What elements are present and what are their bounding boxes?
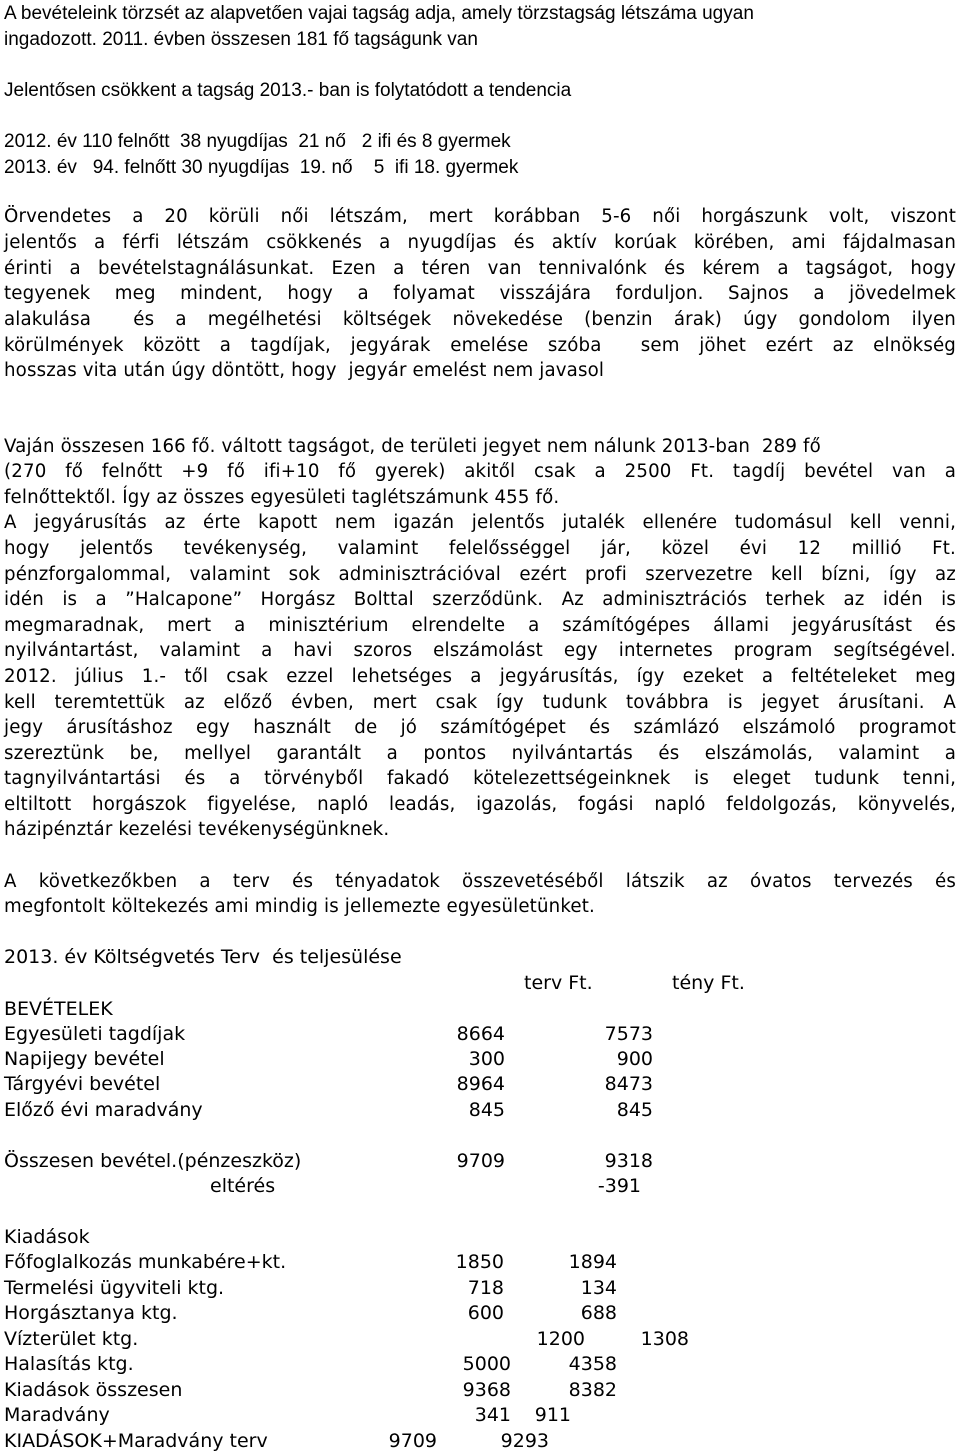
paragraph-line: felnőttektől. Így az összes egyesületi taglétszámunk 455 fő. [4,487,560,508]
paragraph-line: (270 fő felnőtt +9 fő ifi+10 fő gyerek) akitől csak a 2500 Ft. tagdíj bevétel van a [4,461,956,482]
paragraph-line: A jegyárusítás az érte kapott nem igazán jelentős jutalék ellenére tudomásul kell venni, [4,512,956,533]
plan-value: 341 [474,1404,511,1426]
paragraph-line: megfontolt költekezés ami mindig is jellemezte egyesületünket. [4,896,595,917]
column-header-actual: tény Ft. [672,972,745,994]
difference-value: -391 [597,1175,641,1197]
row-label: KIADÁSOK+Maradvány terv [4,1430,268,1452]
paragraph-line: idén is a ”Halcapone” Horgász Bolttal szerződünk. Az adminisztrációs terhek az idén is [4,589,956,610]
plan-value: 9709 [456,1150,505,1172]
plan-value: 1850 [455,1251,504,1273]
actual-value: 900 [616,1048,653,1070]
paragraph-line: megmaradnak, mert a minisztérium elrendelte a számítógépes állami jegyárusítást és [4,615,956,636]
intro-line: A bevételeink törzsét az alapvetően vajai tagság adja, amely törzstagság létszáma ugyan [4,3,754,24]
income-heading: BEVÉTELEK [4,998,113,1020]
plan-value: 5000 [462,1353,511,1375]
actual-value: 911 [534,1404,571,1426]
row-label: Egyesületi tagdíjak [4,1023,186,1045]
plan-value: 300 [468,1048,505,1070]
column-header-plan: terv Ft. [524,972,593,994]
intro-line: ingadozott. 2011. évben összesen 181 fő tagságunk van [4,29,478,50]
actual-value: 9318 [604,1150,653,1172]
plan-value: 8664 [456,1023,505,1045]
plan-value: 1200 [536,1328,585,1350]
paragraph-line: nyilvántartást, valamint a havi szoros elszámolást egy internetes program segítségével. [4,640,956,661]
actual-value: 8382 [568,1379,617,1401]
paragraph-line: házipénztár kezelési tevékenységünknek. [4,819,390,840]
paragraph-line: alakulása és a megélhetési költségek növekedése (benzin árak) úgy gondolom ilyen [4,309,956,330]
row-label: Összesen bevétel.(pénzeszköz) [4,1150,302,1172]
row-label: Napijegy bevétel [4,1048,165,1070]
plan-value: 9368 [462,1379,511,1401]
paragraph-line: jegy árusításhoz egy használt de jó számítógépet és számlázó elszámoló programot [4,717,956,738]
row-label: Előző évi maradvány [4,1099,203,1121]
row-label: Tárgyévi bevétel [4,1073,161,1095]
row-label: Kiadások összesen [4,1379,183,1401]
actual-value: 1308 [640,1328,689,1350]
intro-line: Jelentősen csökkent a tagság 2013.- ban is folytatódott a tendencia [4,80,572,101]
actual-value: 4358 [568,1353,617,1375]
paragraph-line: eltiltott horgászok figyelése, napló leadás, igazolás, fogási napló feldolgozás, könyvelés, [4,794,956,815]
paragraph-line: Vaján összesen 166 fő. váltott tagságot, de területi jegyet nem nálunk 2013-ban 289 fő [4,436,821,457]
paragraph-line: érinti a bevételstagnálásunkat. Ezen a téren van tennivalónk és kérem a tagságot, hogy [4,258,956,279]
actual-value: 134 [580,1277,617,1299]
actual-value: 1894 [568,1251,617,1273]
paragraph-line: A következőkben a terv és tényadatok összevetéséből látszik az óvatos tervezés és [4,871,956,892]
budget-title: 2013. év Költségvetés Terv és teljesülése [4,946,402,968]
actual-value: 7573 [604,1023,653,1045]
paragraph-line: körülmények között a tagdíjak, jegyárak emelése szóba sem jöhet ezért az elnökség [4,335,956,356]
plan-value: 9709 [388,1430,437,1452]
paragraph-line: Örvendetes a 20 körüli női létszám, mert korábban 5-6 női horgászunk volt, viszont [4,206,956,227]
plan-value: 718 [467,1277,504,1299]
paragraph-line: pénzforgalommal, valamint sok adminisztrációval ezért profi szervezetre kell bízni, így az [4,564,956,585]
row-label: Vízterület ktg. [4,1328,139,1350]
actual-value: 688 [580,1302,617,1324]
difference-label: eltérés [210,1175,276,1197]
expense-heading: Kiadások [4,1226,90,1248]
actual-value: 845 [616,1099,653,1121]
plan-value: 600 [467,1302,504,1324]
paragraph-line: tagnyilvántartási és a törvényből fakadó kötelezettségeinknek is eleget tudunk tenni, [4,768,956,789]
row-label: Főfoglalkozás munkabére+kt. [4,1251,287,1273]
paragraph-line: jelentős a férfi létszám csökkenés a nyugdíjas és aktív korúak körében, ami fájdalmasan [4,232,956,253]
paragraph-line: szereztünk be, mellyel garantált a pontos nyilvántartás és elszámolás, valamint a [4,743,956,764]
intro-line: 2013. év 94. felnőtt 30 nyugdíjas 19. nő 5 ifi 18. gyermek [4,157,519,178]
intro-line: 2012. év 110 felnőtt 38 nyugdíjas 21 nő 2 ifi és 8 gyermek [4,131,511,152]
plan-value: 845 [468,1099,505,1121]
row-label: Halasítás ktg. [4,1353,134,1375]
actual-value: 9293 [500,1430,549,1452]
plan-value: 8964 [456,1073,505,1095]
paragraph-line: kell teremtettük az előző évben, mert csak így tudunk továbbra is jegyet árusítani. A [4,692,956,713]
row-label: Termelési ügyviteli ktg. [4,1277,225,1299]
paragraph-line: tegyenek meg mindent, hogy a folyamat visszájára forduljon. Sajnos a jövedelmek [4,283,956,304]
actual-value: 8473 [604,1073,653,1095]
paragraph-line: hogy jelentős tevékenység, valamint felelősséggel jár, közel évi 12 millió Ft. [4,538,956,559]
row-label: Maradvány [4,1404,110,1426]
paragraph-line: 2012. július 1.- től csak ezzel lehetséges a jegyárusítás, így ezeket a feltételeket meg [4,666,956,687]
paragraph-line: hosszas vita után úgy döntött, hogy jegyár emelést nem javasol [4,360,605,381]
row-label: Horgásztanya ktg. [4,1302,178,1324]
